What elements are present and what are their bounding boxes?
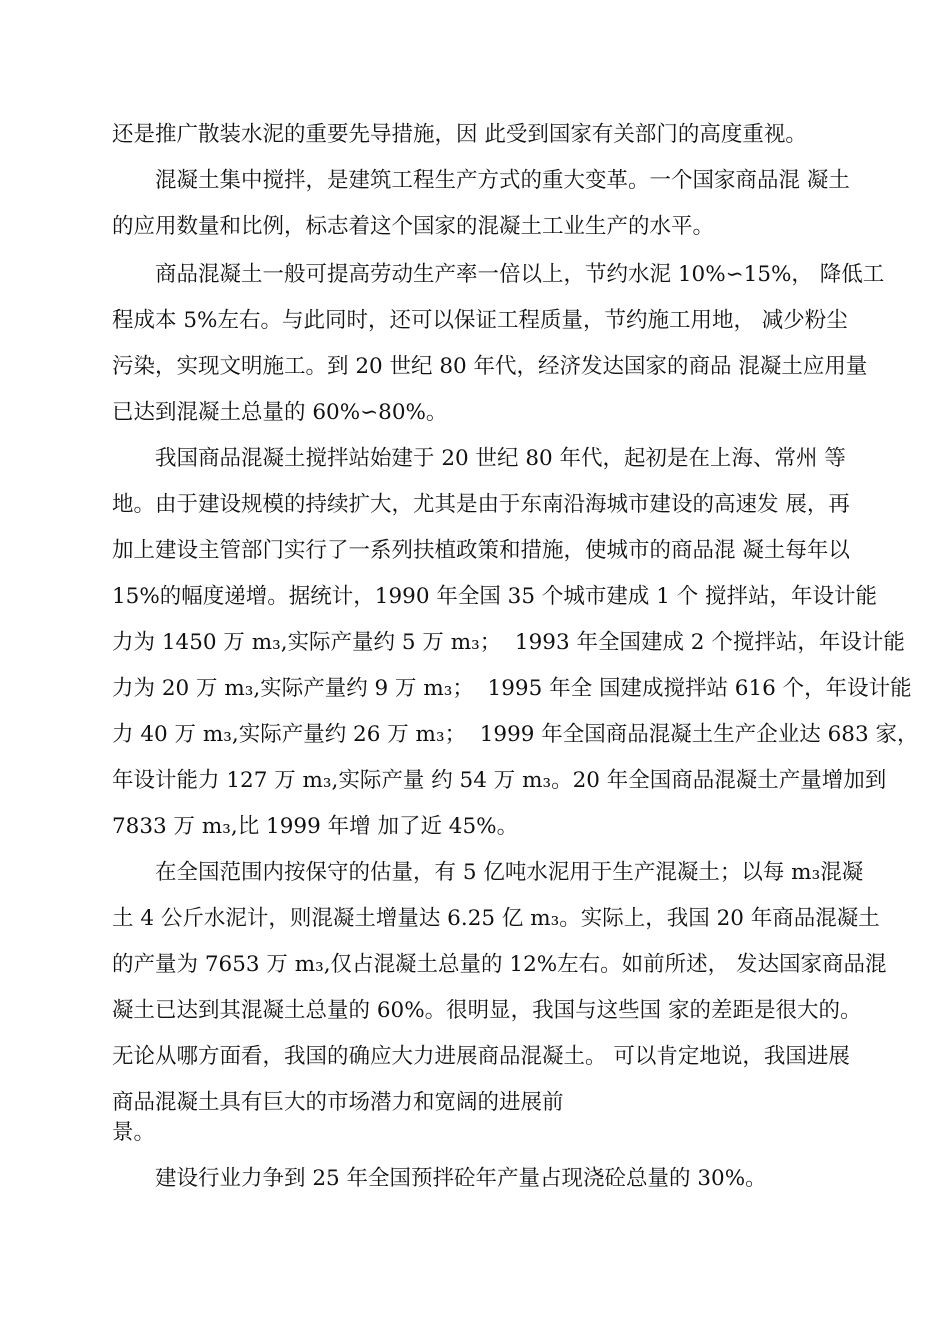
text-line: 在全国范围内按保守的估量，有 5 亿吨水泥用于生产混凝土；以每 m₃混凝	[155, 860, 864, 885]
text-line: 程成本 5%左右。与此同时，还可以保证工程质量，节约施工用地， 减少粉尘	[112, 308, 848, 333]
text-line: 商品混凝土具有巨大的市场潜力和宽阔的进展前	[112, 1090, 564, 1115]
text-line: 混凝土集中搅拌，是建筑工程生产方式的重大变革。一个国家商品混 凝土	[155, 168, 850, 193]
text-line: 还是推广散装水泥的重要先导措施，因 此受到国家有关部门的高度重视。	[112, 122, 807, 147]
text-line: 地。由于建设规模的持续扩大，尤其是由于东南沿海城市建设的高速发 展，再	[112, 492, 850, 517]
text-line: 建设行业力争到 25 年全国预拌砼年产量占现浇砼总量的 30%。	[155, 1166, 767, 1191]
text-line: 土 4 公斤水泥计，则混凝土增量达 6.25 亿 m₃。实际上，我国 20 年商品混凝土	[112, 906, 880, 931]
text-line: 力为 20 万 m₃,实际产量约 9 万 m₃； 1995 年全 国建成搅拌站 616 个，年设计能	[112, 676, 912, 701]
text-line: 15%的幅度递增。据统计，1990 年全国 35 个城市建成 1 个 搅拌站，年设计能	[112, 584, 878, 609]
text-line: 力 40 万 m₃,实际产量约 26 万 m₃； 1999 年全国商品混凝土生产企业达 683 家，	[112, 722, 919, 747]
text-line: 无论从哪方面看，我国的确应大力进展商品混凝土。 可以肯定地说，我国进展	[112, 1044, 850, 1069]
text-line: 商品混凝土一般可提高劳动生产率一倍以上，节约水泥 10%∽15%， 降低工	[155, 262, 885, 287]
text-line: 景。	[112, 1120, 156, 1145]
text-line: 加上建设主管部门实行了一系列扶植政策和措施，使城市的商品混 凝土每年以	[112, 538, 850, 563]
text-line: 力为 1450 万 m₃,实际产量约 5 万 m₃； 1993 年全国建成 2 个搅拌站，年设计能	[112, 630, 905, 655]
text-line: 凝土已达到其混凝土总量的 60%。很明显，我国与这些国 家的差距是很大的。	[112, 998, 862, 1023]
text-line: 我国商品混凝土搅拌站始建于 20 世纪 80 年代，起初是在上海、常州 等	[155, 446, 846, 471]
text-line: 已达到混凝土总量的 60%∽80%。	[112, 400, 448, 425]
text-line: 7833 万 m₃,比 1999 年增 加了近 45%。	[112, 814, 519, 839]
text-line: 年设计能力 127 万 m₃,实际产量 约 54 万 m₃。20 年全国商品混凝土产量增加到	[112, 768, 887, 793]
text-line: 的产量为 7653 万 m₃,仅占混凝土总量的 12%左右。如前所述， 发达国家商品混	[112, 952, 887, 977]
text-line: 的应用数量和比例，标志着这个国家的混凝土工业生产的水平。	[112, 214, 715, 239]
text-line: 污染，实现文明施工。到 20 世纪 80 年代，经济发达国家的商品 混凝土应用量	[112, 354, 868, 379]
